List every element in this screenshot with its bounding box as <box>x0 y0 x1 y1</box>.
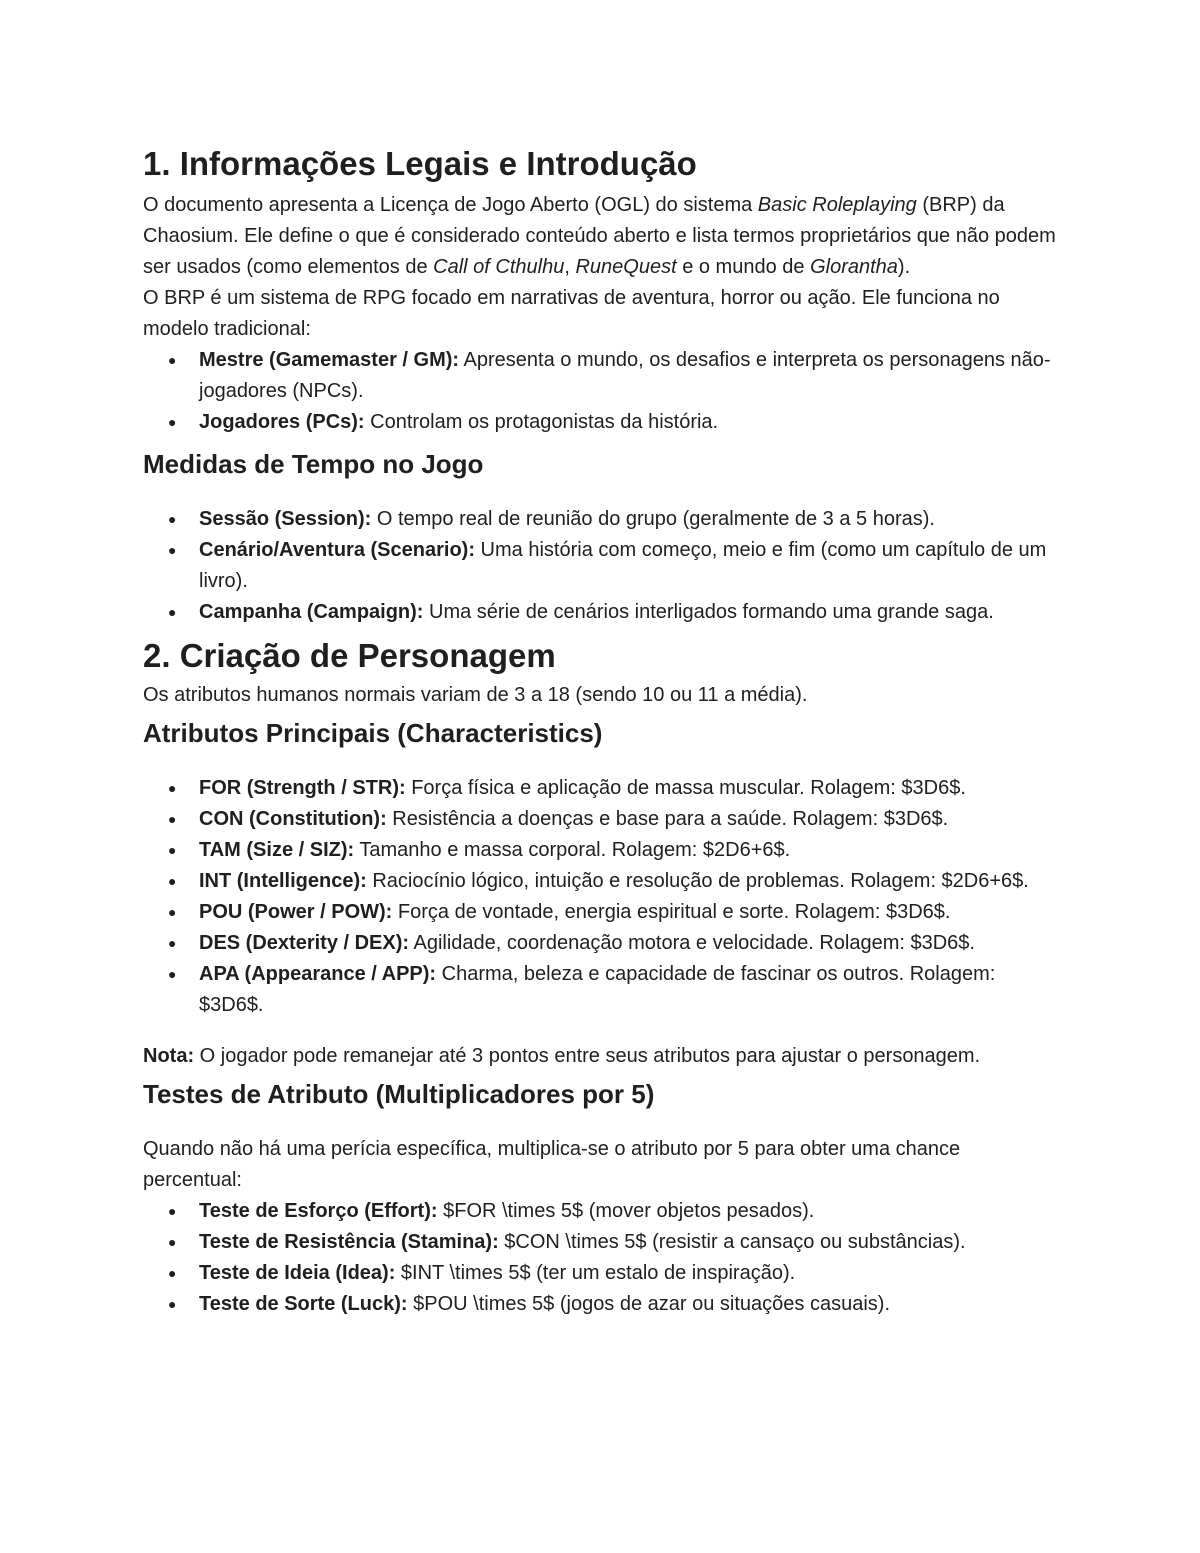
list-item <box>168 1196 1060 1227</box>
bullet-icon: ● <box>168 1234 177 1250</box>
list-item <box>168 1258 1060 1289</box>
item-term: DES (Dexterity / DEX): <box>199 932 410 954</box>
item-term: Teste de Sorte (Luck): <box>199 1293 408 1315</box>
list-item <box>168 407 1060 438</box>
item-term: Sessão (Session): <box>199 508 372 530</box>
intro-italic-brp: Basic Roleplaying <box>757 194 917 216</box>
bullet-icon: ● <box>168 780 177 796</box>
nota-paragraph <box>143 1041 1060 1072</box>
intro-italic-coc: Call of Cthulhu <box>433 256 565 278</box>
item-term: TAM (Size / SIZ): <box>199 839 355 861</box>
atributos-heading: Atributos Principais (Characteristics) <box>143 718 603 748</box>
item-desc: Controlam os protagonistas da história. <box>364 411 719 433</box>
item-term: Campanha (Campaign): <box>199 601 424 623</box>
bullet-icon: ● <box>168 604 177 620</box>
bullet-icon: ● <box>168 1265 177 1281</box>
bullet-icon: ● <box>168 842 177 858</box>
bullet-icon: ● <box>168 414 177 430</box>
bullet-icon: ● <box>168 1203 177 1219</box>
testes-heading: Testes de Atributo (Multiplicadores por 5) <box>143 1079 655 1109</box>
intro-text-3: , <box>564 256 576 278</box>
item-term: Cenário/Aventura (Scenario): <box>199 539 475 561</box>
item-desc: Apresenta o mundo, os desafios e interpreta os personagens não-jogadores (NPCs). <box>199 349 1051 402</box>
item-desc: Tamanho e massa corporal. Rolagem: $2D6+6$. <box>354 839 791 861</box>
item-desc: Charma, beleza e capacidade de fascinar os outros. Rolagem: $3D6$. <box>199 963 996 1016</box>
intro-paragraph <box>143 190 1060 283</box>
atributos-list <box>143 773 1060 1021</box>
item-desc: Resistência a doenças e base para a saúde. Rolagem: $3D6$. <box>386 808 949 830</box>
tempo-list <box>143 504 1060 628</box>
item-desc: Uma série de cenários interligados formando uma grande saga. <box>423 601 994 623</box>
list-item <box>168 504 1060 535</box>
section-1-title: 1. Informações Legais e Introdução <box>143 145 697 182</box>
item-term: FOR (Strength / STR): <box>199 777 406 799</box>
bullet-icon: ● <box>168 352 177 368</box>
intro-text-5: ). <box>897 256 911 278</box>
list-item <box>168 866 1060 897</box>
list-item <box>168 597 1060 628</box>
item-desc: $INT \times 5$ (ter um estalo de inspiração). <box>395 1262 796 1284</box>
item-term: Teste de Resistência (Stamina): <box>199 1231 499 1253</box>
list-item <box>168 897 1060 928</box>
list-item <box>168 928 1060 959</box>
nota-label: Nota: <box>143 1045 195 1067</box>
intro-text-1: O documento apresenta a Licença de Jogo Aberto (OGL) do sistema <box>143 194 758 216</box>
item-term: POU (Power / POW): <box>199 901 393 923</box>
bullet-icon: ● <box>168 1296 177 1312</box>
item-term: INT (Intelligence): <box>199 870 367 892</box>
intro-italic-rq: RuneQuest <box>575 256 677 278</box>
item-term: Jogadores (PCs): <box>199 411 365 433</box>
item-desc: $CON \times 5$ (resistir a cansaço ou substâncias). <box>498 1231 966 1253</box>
item-desc: Força física e aplicação de massa muscular. Rolagem: $3D6$. <box>405 777 966 799</box>
bullet-icon: ● <box>168 511 177 527</box>
model-paragraph: O BRP é um sistema de RPG focado em narrativas de aventura, horror ou ação. Ele funciona no modelo tradicional: <box>143 287 1000 340</box>
intro-italic-glorantha: Glorantha <box>810 256 898 278</box>
item-desc: $POU \times 5$ (jogos de azar ou situações casuais). <box>407 1293 891 1315</box>
bullet-icon: ● <box>168 811 177 827</box>
list-item <box>168 1227 1060 1258</box>
bullet-icon: ● <box>168 542 177 558</box>
testes-intro: Quando não há uma perícia específica, multiplica-se o atributo por 5 para obter uma chance percentual: <box>143 1138 961 1191</box>
testes-list <box>143 1196 1060 1320</box>
roles-list <box>143 345 1060 438</box>
list-item <box>168 835 1060 866</box>
section-2-intro: Os atributos humanos normais variam de 3 a 18 (sendo 10 ou 11 a média). <box>143 684 808 706</box>
item-desc: Agilidade, coordenação motora e velocidade. Rolagem: $3D6$. <box>409 932 975 954</box>
item-desc: Força de vontade, energia espiritual e sorte. Rolagem: $3D6$. <box>392 901 951 923</box>
item-term: Teste de Esforço (Effort): <box>199 1200 438 1222</box>
list-item <box>168 1289 1060 1320</box>
item-desc: O tempo real de reunião do grupo (geralmente de 3 a 5 horas). <box>371 508 935 530</box>
intro-text-2: (BRP) da Chaosium. Ele define o que é considerado conteúdo aberto e lista termos proprietários que não podem ser usados (como elementos de <box>143 194 1056 278</box>
bullet-icon: ● <box>168 966 177 982</box>
bullet-icon: ● <box>168 904 177 920</box>
list-item <box>168 345 1060 407</box>
list-item <box>168 959 1060 1021</box>
list-item <box>168 773 1060 804</box>
item-desc: Uma história com começo, meio e fim (como um capítulo de um livro). <box>199 539 1047 592</box>
item-desc: $FOR \times 5$ (mover objetos pesados). <box>437 1200 815 1222</box>
item-term: Teste de Ideia (Idea): <box>199 1262 396 1284</box>
list-item <box>168 804 1060 835</box>
item-term: APA (Appearance / APP): <box>199 963 437 985</box>
tempo-heading: Medidas de Tempo no Jogo <box>143 449 484 479</box>
item-desc: Raciocínio lógico, intuição e resolução de problemas. Rolagem: $2D6+6$. <box>366 870 1029 892</box>
bullet-icon: ● <box>168 935 177 951</box>
bullet-icon: ● <box>168 873 177 889</box>
section-2-title: 2. Criação de Personagem <box>143 637 556 674</box>
item-term: CON (Constitution): <box>199 808 387 830</box>
intro-text-4: e o mundo de <box>676 256 811 278</box>
nota-text: O jogador pode remanejar até 3 pontos entre seus atributos para ajustar o personagem. <box>194 1045 981 1067</box>
list-item <box>168 535 1060 597</box>
item-term: Mestre (Gamemaster / GM): <box>199 349 460 371</box>
